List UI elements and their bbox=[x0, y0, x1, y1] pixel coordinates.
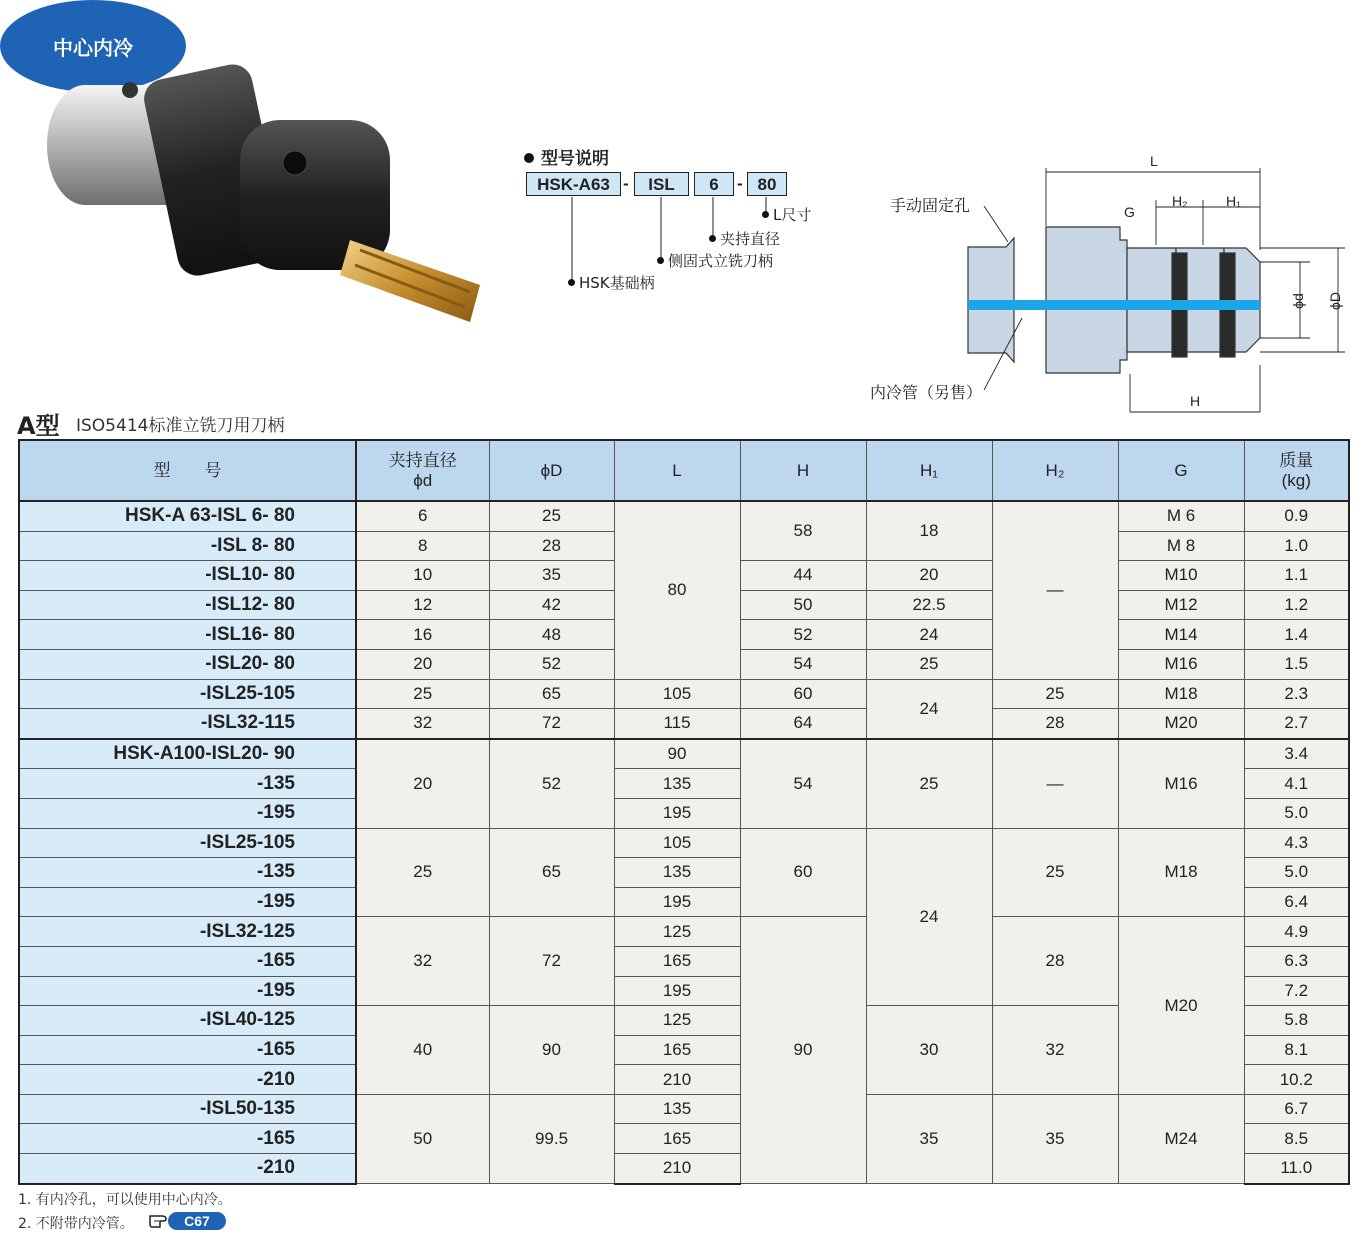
dim-phiD: ϕD bbox=[1326, 292, 1343, 310]
table-row bbox=[19, 828, 1349, 858]
header-model: 型 号 bbox=[19, 440, 356, 501]
cell-L: 125 bbox=[614, 1006, 740, 1036]
cell-mass: 10.2 bbox=[1244, 1065, 1349, 1095]
code-dash: - bbox=[737, 174, 743, 193]
section-title: A型 bbox=[17, 412, 60, 440]
bullet-icon bbox=[524, 153, 534, 163]
cell-H2: — bbox=[992, 501, 1118, 679]
cell-mass: 1.0 bbox=[1244, 531, 1349, 561]
cell-mass: 7.2 bbox=[1244, 976, 1349, 1006]
cell-mass: 0.9 bbox=[1244, 501, 1349, 531]
cell-d: 50 bbox=[356, 1094, 489, 1183]
header-mass: 质量 (kg) bbox=[1244, 440, 1349, 501]
cell-model: -135 bbox=[19, 858, 356, 888]
cell-model: -210 bbox=[19, 1154, 356, 1184]
cell-H1: 30 bbox=[866, 1006, 992, 1095]
cell-model: -ISL16- 80 bbox=[19, 620, 356, 650]
internal-coolant-badge: 中心内冷 bbox=[0, 0, 186, 92]
cell-d: 32 bbox=[356, 709, 489, 739]
cell-mass: 2.7 bbox=[1244, 709, 1349, 739]
cell-mass: 1.5 bbox=[1244, 649, 1349, 679]
cell-d: 25 bbox=[356, 679, 489, 709]
cell-H1: 24 bbox=[866, 620, 992, 650]
spec-table bbox=[18, 439, 1350, 1185]
cell-H: 44 bbox=[740, 561, 866, 591]
header-G: G bbox=[1118, 440, 1244, 501]
table-row bbox=[19, 917, 1349, 947]
dim-G: G bbox=[1124, 204, 1135, 220]
cell-D: 65 bbox=[489, 828, 614, 917]
cell-mass: 5.8 bbox=[1244, 1006, 1349, 1036]
cell-L: 165 bbox=[614, 1035, 740, 1065]
cell-mass: 11.0 bbox=[1244, 1154, 1349, 1184]
cell-H2: 25 bbox=[992, 679, 1118, 709]
cell-mass: 1.1 bbox=[1244, 561, 1349, 591]
cell-G: M24 bbox=[1118, 1094, 1244, 1183]
cell-L: 105 bbox=[614, 679, 740, 709]
header-L: L bbox=[614, 440, 740, 501]
table-row bbox=[19, 679, 1349, 709]
cell-d: 12 bbox=[356, 590, 489, 620]
cell-D: 52 bbox=[489, 649, 614, 679]
cell-H: 50 bbox=[740, 590, 866, 620]
cell-G: M 8 bbox=[1118, 531, 1244, 561]
cell-H1: 22.5 bbox=[866, 590, 992, 620]
cell-L: 90 bbox=[614, 739, 740, 769]
dim-H: H bbox=[1190, 393, 1201, 409]
cell-mass: 4.1 bbox=[1244, 769, 1349, 799]
cell-G: M20 bbox=[1118, 917, 1244, 1095]
cell-mass: 6.3 bbox=[1244, 946, 1349, 976]
cell-model: -ISL 8- 80 bbox=[19, 531, 356, 561]
cell-mass: 1.4 bbox=[1244, 620, 1349, 650]
table-row bbox=[19, 501, 1349, 531]
header-H1: H₁ bbox=[866, 440, 992, 501]
cell-D: 28 bbox=[489, 531, 614, 561]
cell-model: -165 bbox=[19, 1035, 356, 1065]
cell-H: 54 bbox=[740, 649, 866, 679]
cell-H2: 28 bbox=[992, 917, 1118, 1006]
cell-D: 25 bbox=[489, 501, 614, 531]
cell-H1: 20 bbox=[866, 561, 992, 591]
cell-mass: 5.0 bbox=[1244, 798, 1349, 828]
cell-H2: 28 bbox=[992, 709, 1118, 739]
label-manual-fix-hole: 手动固定孔 bbox=[890, 196, 971, 215]
dim-phid: ϕd bbox=[1289, 293, 1306, 309]
cell-L: 165 bbox=[614, 946, 740, 976]
cell-model: -ISL32-115 bbox=[19, 709, 356, 739]
cell-model: -165 bbox=[19, 946, 356, 976]
cell-d: 8 bbox=[356, 531, 489, 561]
cell-D: 99.5 bbox=[489, 1094, 614, 1183]
cell-H: 58 bbox=[740, 501, 866, 561]
cell-D: 90 bbox=[489, 1006, 614, 1095]
cell-mass: 2.3 bbox=[1244, 679, 1349, 709]
cell-D: 72 bbox=[489, 917, 614, 1006]
cell-H1: 18 bbox=[866, 501, 992, 561]
cell-d: 32 bbox=[356, 917, 489, 1006]
cell-d: 20 bbox=[356, 649, 489, 679]
label-coolant-tube: 内冷管（另售） bbox=[870, 383, 983, 402]
cell-mass: 6.4 bbox=[1244, 887, 1349, 917]
cell-L: 115 bbox=[614, 709, 740, 739]
cell-L: 125 bbox=[614, 917, 740, 947]
code-part-base: HSK-A63 bbox=[526, 172, 621, 196]
cell-model: -195 bbox=[19, 976, 356, 1006]
cell-model: -135 bbox=[19, 769, 356, 799]
cell-L: 135 bbox=[614, 858, 740, 888]
cell-G: M14 bbox=[1118, 620, 1244, 650]
cell-G: M16 bbox=[1118, 649, 1244, 679]
cell-model: -ISL25-105 bbox=[19, 679, 356, 709]
table-row bbox=[19, 1094, 1349, 1124]
cell-model: HSK-A 63-ISL 6- 80 bbox=[19, 501, 356, 531]
cell-mass: 4.3 bbox=[1244, 828, 1349, 858]
table-row bbox=[19, 709, 1349, 739]
cell-H: 64 bbox=[740, 709, 866, 739]
cell-model: -195 bbox=[19, 887, 356, 917]
legend-clamp-diameter: 夹持直径 bbox=[709, 228, 780, 249]
cell-model: -ISL32-125 bbox=[19, 917, 356, 947]
cell-H: 60 bbox=[740, 679, 866, 709]
legend-hsk-base: HSK基础柄 bbox=[568, 272, 655, 293]
cell-H2: 25 bbox=[992, 828, 1118, 917]
cell-G: M12 bbox=[1118, 590, 1244, 620]
code-part-type: ISL bbox=[634, 172, 689, 196]
cell-d: 6 bbox=[356, 501, 489, 531]
cell-L: 165 bbox=[614, 1124, 740, 1154]
model-code-title bbox=[524, 144, 609, 169]
cell-d: 20 bbox=[356, 739, 489, 828]
table-row bbox=[19, 739, 1349, 769]
cell-H2: 35 bbox=[992, 1094, 1118, 1183]
cell-d: 16 bbox=[356, 620, 489, 650]
cell-D: 42 bbox=[489, 590, 614, 620]
cell-d: 40 bbox=[356, 1006, 489, 1095]
cell-H2: — bbox=[992, 739, 1118, 828]
product-photo bbox=[40, 60, 500, 330]
cell-model: -ISL40-125 bbox=[19, 1006, 356, 1036]
cell-H1: 24 bbox=[866, 828, 992, 1006]
cell-H: 54 bbox=[740, 739, 866, 828]
cell-L: 105 bbox=[614, 828, 740, 858]
header-D: ϕD bbox=[489, 440, 614, 501]
cell-L: 195 bbox=[614, 976, 740, 1006]
cell-model: -ISL10- 80 bbox=[19, 561, 356, 591]
legend-side-lock-holder: 侧固式立铣刀柄 bbox=[657, 250, 773, 271]
header-clamp-diameter: 夹持直径 ϕd bbox=[356, 440, 489, 501]
cell-L: 210 bbox=[614, 1065, 740, 1095]
cell-H2: 32 bbox=[992, 1006, 1118, 1095]
dim-H2: H₂ bbox=[1172, 193, 1188, 209]
cell-D: 48 bbox=[489, 620, 614, 650]
cell-model: HSK-A100-ISL20- 90 bbox=[19, 739, 356, 769]
code-part-diameter: 6 bbox=[694, 172, 734, 196]
cell-d: 25 bbox=[356, 828, 489, 917]
cell-H1: 25 bbox=[866, 649, 992, 679]
cell-H1: 25 bbox=[866, 739, 992, 828]
cell-G: M16 bbox=[1118, 739, 1244, 828]
cell-D: 72 bbox=[489, 709, 614, 739]
legend-l-size: L尺寸 bbox=[762, 204, 811, 225]
cell-L: 195 bbox=[614, 798, 740, 828]
code-dash: - bbox=[623, 174, 629, 193]
cell-L: 195 bbox=[614, 887, 740, 917]
cell-mass: 1.2 bbox=[1244, 590, 1349, 620]
cell-model: -195 bbox=[19, 798, 356, 828]
note-2: 2. 不附带内冷管。 bbox=[18, 1216, 134, 1232]
cell-G: M10 bbox=[1118, 561, 1244, 591]
cell-L: 210 bbox=[614, 1154, 740, 1184]
cell-model: -ISL25-105 bbox=[19, 828, 356, 858]
cell-model: -210 bbox=[19, 1065, 356, 1095]
reference-code: C67 bbox=[168, 1212, 226, 1230]
cell-G: M18 bbox=[1118, 679, 1244, 709]
cell-model: -ISL50-135 bbox=[19, 1094, 356, 1124]
cell-mass: 5.0 bbox=[1244, 858, 1349, 888]
cell-H1: 24 bbox=[866, 679, 992, 739]
header-H2: H₂ bbox=[992, 440, 1118, 501]
cell-d: 10 bbox=[356, 561, 489, 591]
cell-D: 65 bbox=[489, 679, 614, 709]
cell-G: M20 bbox=[1118, 709, 1244, 739]
cell-G: M18 bbox=[1118, 828, 1244, 917]
cell-model: -ISL12- 80 bbox=[19, 590, 356, 620]
cell-model: -165 bbox=[19, 1124, 356, 1154]
cell-mass: 8.1 bbox=[1244, 1035, 1349, 1065]
cell-H: 60 bbox=[740, 828, 866, 917]
cell-mass: 6.7 bbox=[1244, 1094, 1349, 1124]
cell-L: 80 bbox=[614, 501, 740, 679]
cell-G: M 6 bbox=[1118, 501, 1244, 531]
cell-D: 52 bbox=[489, 739, 614, 828]
model-code-title-text: 型号说明 bbox=[541, 149, 609, 169]
code-part-length: 80 bbox=[747, 172, 787, 196]
dim-L: L bbox=[1150, 153, 1158, 169]
section-subtitle: ISO5414标准立铣刀用刀柄 bbox=[76, 416, 285, 436]
cell-model: -ISL20- 80 bbox=[19, 649, 356, 679]
cell-mass: 4.9 bbox=[1244, 917, 1349, 947]
cell-mass: 8.5 bbox=[1244, 1124, 1349, 1154]
cell-mass: 3.4 bbox=[1244, 739, 1349, 769]
cell-D: 35 bbox=[489, 561, 614, 591]
dim-H1: H₁ bbox=[1226, 193, 1241, 209]
cell-H1: 35 bbox=[866, 1094, 992, 1183]
cell-L: 135 bbox=[614, 769, 740, 799]
header-H: H bbox=[740, 440, 866, 501]
note-1: 1. 有内冷孔，可以使用中心内冷。 bbox=[18, 1192, 232, 1208]
cell-H: 52 bbox=[740, 620, 866, 650]
cell-H: 90 bbox=[740, 917, 866, 1184]
table-header-row bbox=[19, 440, 1349, 501]
cell-L: 135 bbox=[614, 1094, 740, 1124]
